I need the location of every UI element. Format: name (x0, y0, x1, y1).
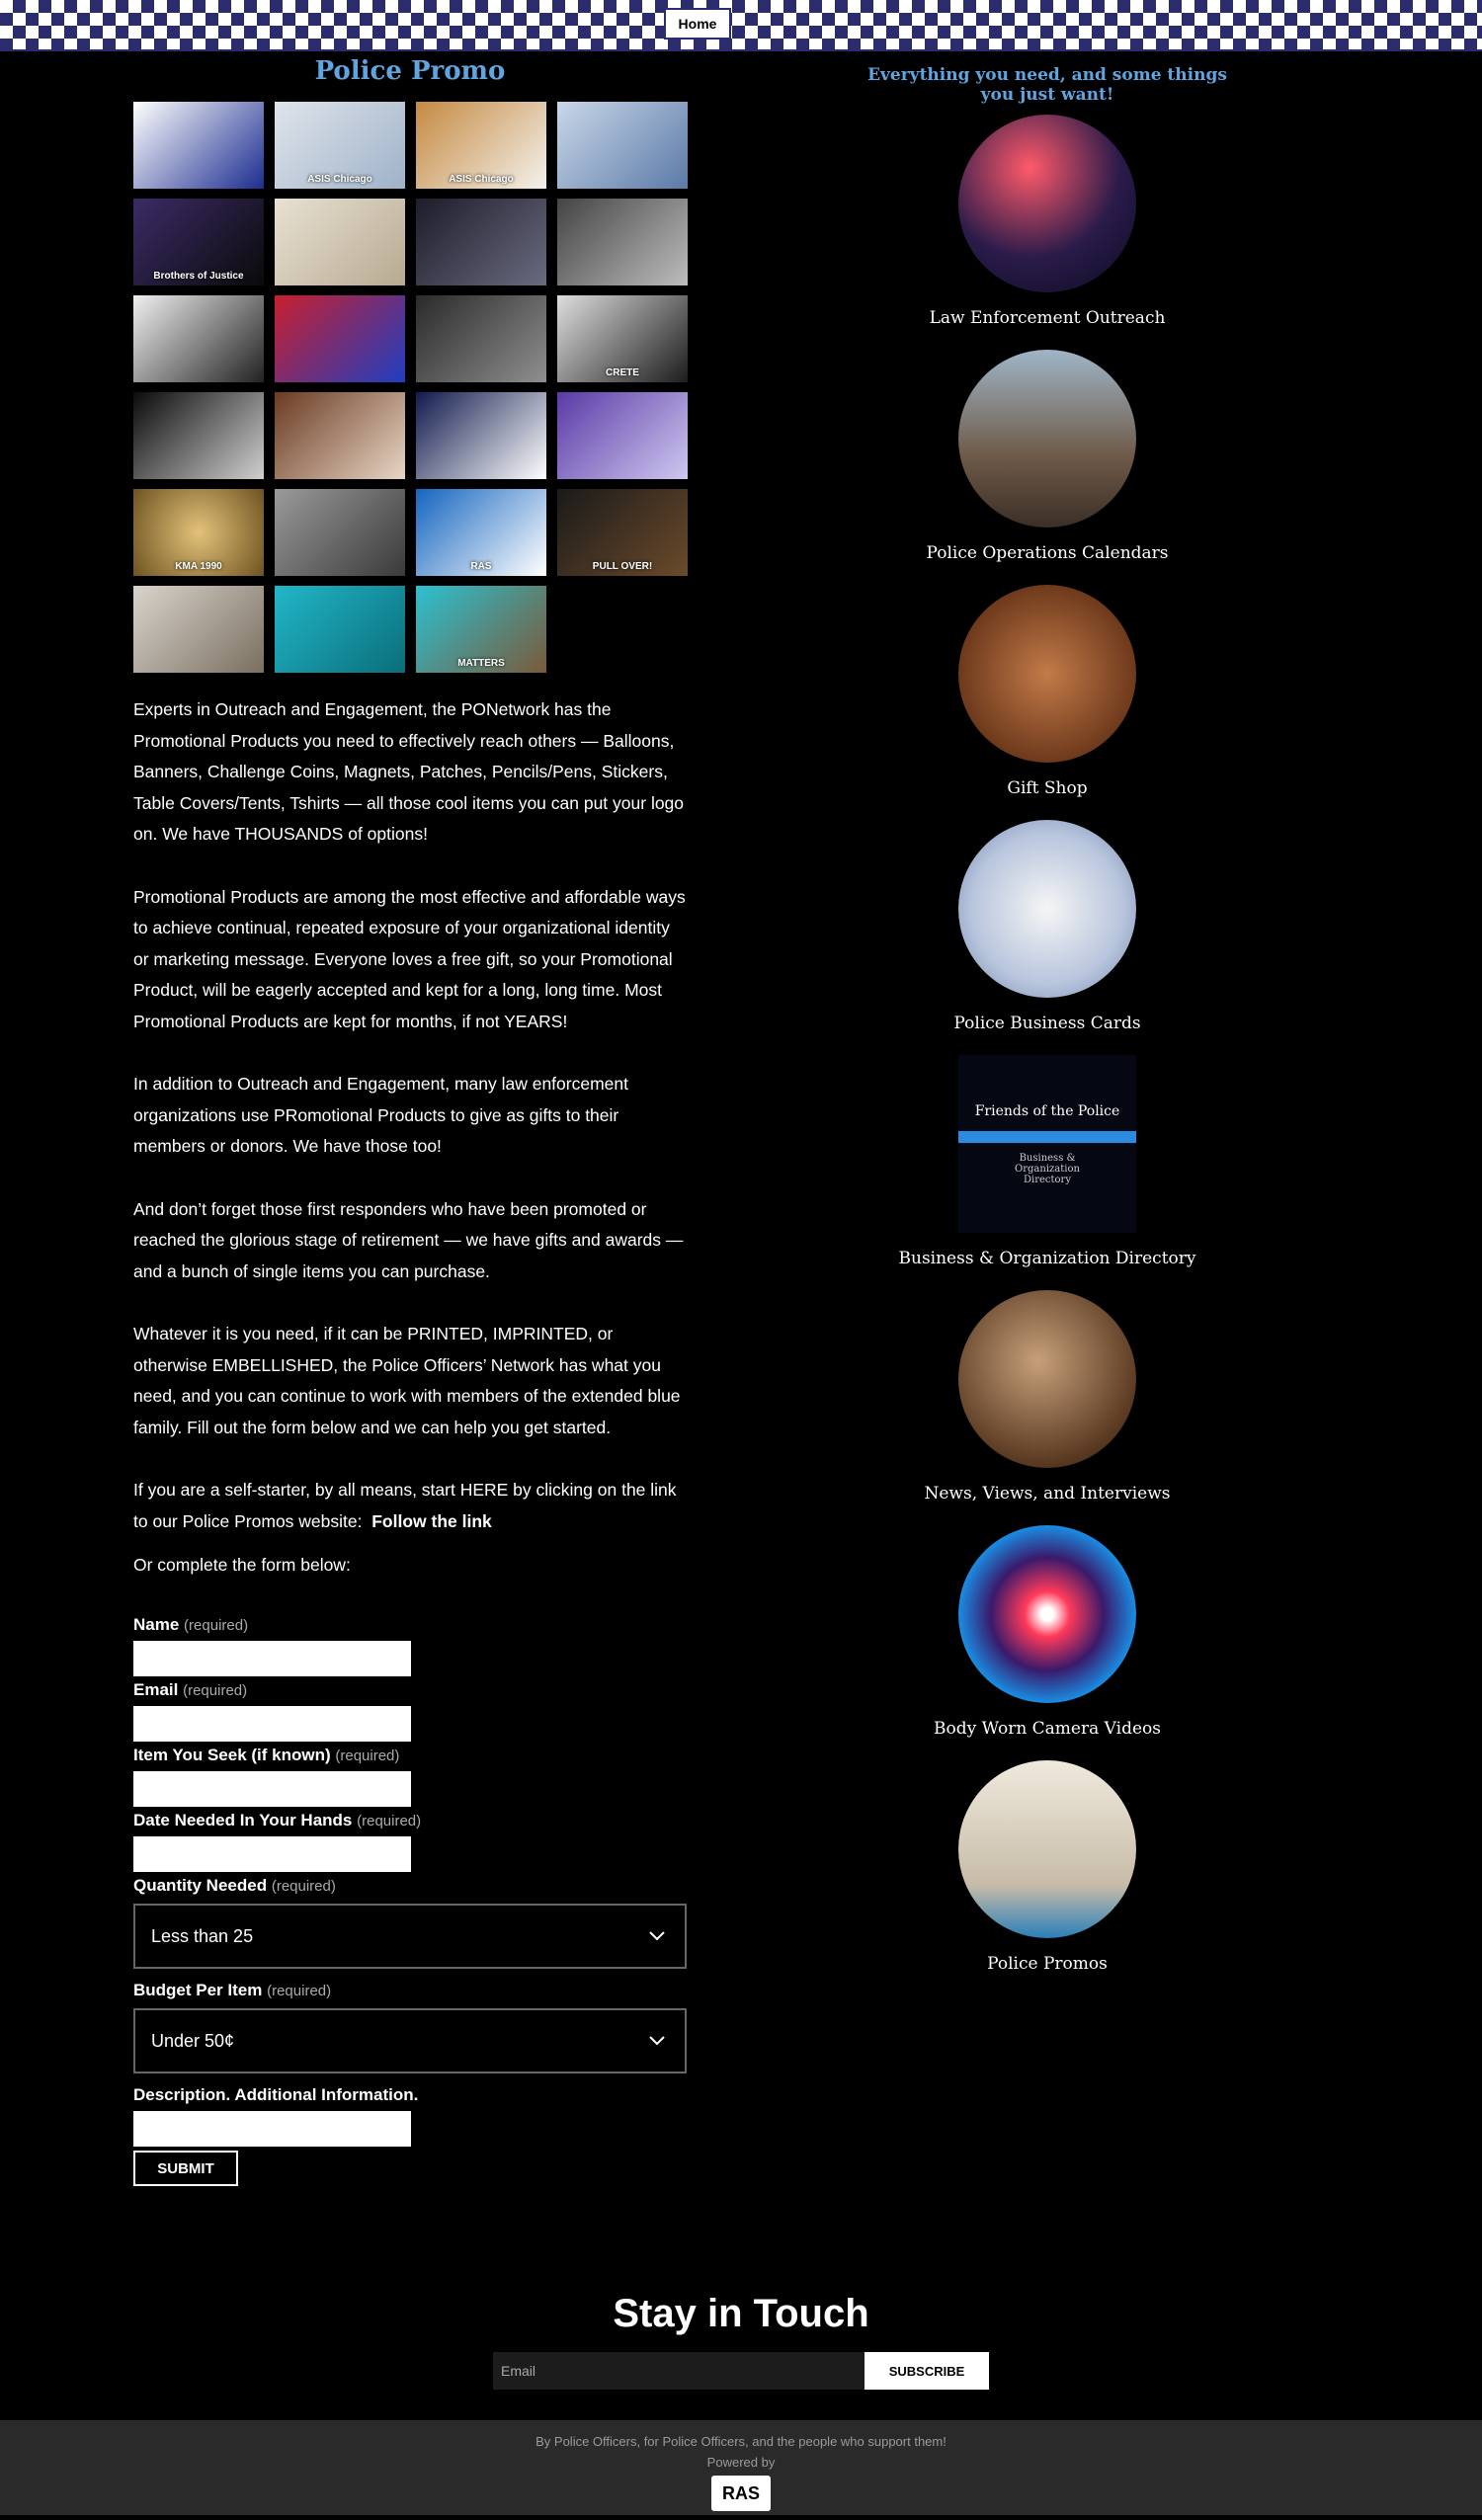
category-item[interactable] (850, 1525, 1245, 1760)
subscribe-row (0, 2352, 1482, 2390)
form-intro: Or complete the form below: (133, 1555, 351, 1575)
gallery-image[interactable] (416, 489, 546, 576)
stay-in-touch-section (0, 2292, 1482, 2390)
gallery-image[interactable] (557, 295, 688, 382)
checkered-header-bar (0, 0, 1482, 51)
category-image[interactable] (958, 1760, 1136, 1938)
product-gallery (133, 102, 687, 673)
gallery-image[interactable] (557, 199, 688, 285)
category-image[interactable] (958, 820, 1136, 998)
left-column (133, 54, 687, 2186)
budget-select[interactable] (133, 2008, 687, 2073)
gallery-caption: Brothers of Justice (153, 271, 244, 282)
gallery-image[interactable] (416, 295, 546, 382)
stay-title: Stay in Touch (613, 2292, 869, 2335)
gallery-caption: CRETE (606, 367, 639, 378)
gallery-image[interactable] (275, 199, 405, 285)
page-title: Police Promo (314, 56, 506, 86)
footer (0, 2420, 1482, 2515)
chevron-down-icon (649, 2036, 665, 2046)
gallery-caption: RAS (470, 561, 492, 572)
gallery-image[interactable] (275, 102, 405, 189)
category-label[interactable]: Body Worn Camera Videos (934, 1719, 1161, 1739)
category-label[interactable]: Police Operations Calendars (926, 543, 1169, 563)
self-starter-paragraph (133, 1475, 687, 1537)
category-image[interactable] (958, 350, 1136, 528)
gallery-image[interactable] (416, 102, 546, 189)
follow-link[interactable]: Follow the link (371, 1510, 492, 1531)
promo-request-form (133, 1615, 687, 2186)
budget-value: Under 50¢ (151, 2030, 235, 2051)
description-input[interactable] (133, 2111, 411, 2147)
gallery-image[interactable] (133, 586, 264, 673)
name-label: Name (required) (133, 1615, 249, 1634)
chevron-down-icon (649, 1931, 665, 1941)
home-button[interactable]: Home (664, 8, 731, 40)
category-item[interactable] (850, 1055, 1245, 1290)
date-input[interactable] (133, 1836, 411, 1872)
category-label[interactable]: Business & Organization Directory (898, 1249, 1196, 1268)
ras-logo[interactable]: RAS (711, 2476, 771, 2511)
directory-title: Friends of the Police (974, 1102, 1120, 1119)
powered-by: Powered by (706, 2455, 776, 2470)
gallery-image[interactable] (133, 392, 264, 479)
body-paragraph: Whatever it is you need, if it can be PRINTED, IMPRINTED, or otherwise EMBELLISHED, the Police Officers’ Network has what you need, and you can continue to work with members of the extended blue family. Fill out the form below and we can help you get started. (133, 1324, 681, 1437)
gallery-caption: MATTERS (457, 658, 505, 669)
quantity-value: Less than 25 (151, 1925, 254, 1946)
gallery-image[interactable] (416, 199, 546, 285)
category-image[interactable] (958, 1055, 1136, 1233)
category-list (850, 115, 1245, 1995)
footer-tagline: By Police Officers, for Police Officers, and the people who support them! (535, 2434, 947, 2449)
gallery-image[interactable] (275, 586, 405, 673)
category-image[interactable] (958, 1290, 1136, 1468)
gallery-caption: ASIS Chicago (307, 174, 372, 185)
category-item[interactable] (850, 820, 1245, 1055)
gallery-image[interactable] (133, 102, 264, 189)
category-image[interactable] (958, 585, 1136, 763)
quantity-select[interactable] (133, 1904, 687, 1969)
item-label: Item You Seek (if known) (required) (133, 1746, 400, 1764)
category-label[interactable]: Police Business Cards (953, 1014, 1141, 1033)
gallery-caption: KMA 1990 (175, 561, 222, 572)
description-label: Description. Additional Information. (133, 2085, 419, 2104)
gallery-image[interactable] (416, 586, 546, 673)
directory-subtitle: Business & Organization Directory (1015, 1152, 1080, 1185)
subscribe-email-input[interactable]: Email (493, 2352, 864, 2390)
tagline: Everything you need, and some things you just want! (867, 65, 1227, 105)
gallery-image[interactable] (275, 295, 405, 382)
gallery-caption: ASIS Chicago (449, 174, 514, 185)
gallery-image[interactable] (133, 489, 264, 576)
gallery-image[interactable] (416, 392, 546, 479)
category-item[interactable] (850, 115, 1245, 350)
description-paragraphs (133, 694, 687, 1443)
right-column (850, 59, 1245, 1995)
email-label: Email (required) (133, 1680, 248, 1699)
body-paragraph: And don’t forget those first responders who have been promoted or reached the glorious stage of retirement — we have gifts and awards — and a bunch of single items you can purchase. (133, 1198, 684, 1281)
category-image[interactable] (958, 1525, 1136, 1703)
category-label[interactable]: News, Views, and Interviews (924, 1484, 1171, 1504)
category-image[interactable] (958, 115, 1136, 292)
item-input[interactable] (133, 1771, 411, 1807)
directory-bar (958, 1131, 1136, 1143)
email-input[interactable] (133, 1706, 411, 1742)
date-label: Date Needed In Your Hands (required) (133, 1811, 422, 1829)
category-item[interactable] (850, 1290, 1245, 1525)
body-paragraph: Experts in Outreach and Engagement, the PONetwork has the Promotional Products you need to effectively reach others — Balloons, Banners, Challenge Coins, Magnets, Patches, Pencils/Pens, Stickers, Table Covers/Tents, Tshirts — all those cool items you can put your logo on. We have THOUSANDS of options! (133, 699, 685, 844)
category-label[interactable]: Gift Shop (1007, 778, 1088, 798)
category-label[interactable]: Police Promos (987, 1954, 1108, 1974)
budget-label: Budget Per Item (required) (133, 1981, 332, 1999)
submit-button[interactable]: SUBMIT (133, 2151, 238, 2186)
body-paragraph: In addition to Outreach and Engagement, many law enforcement organizations use PRomotional Products to give as gifts to their members or donors. We have those too! (133, 1074, 628, 1156)
subscribe-button[interactable]: SUBSCRIBE (864, 2352, 989, 2390)
gallery-image[interactable] (275, 392, 405, 479)
name-input[interactable] (133, 1641, 411, 1676)
gallery-image[interactable] (557, 489, 688, 576)
gallery-image[interactable] (557, 102, 688, 189)
gallery-image[interactable] (133, 295, 264, 382)
gallery-image[interactable] (275, 489, 405, 576)
category-item[interactable] (850, 350, 1245, 585)
gallery-caption: PULL OVER! (592, 561, 653, 572)
quantity-label: Quantity Needed (required) (133, 1876, 336, 1895)
self-starter-text: If you are a self-starter, by all means, start HERE by clicking on the link to our Police Promos website: (133, 1480, 677, 1531)
category-label[interactable]: Law Enforcement Outreach (929, 308, 1166, 328)
body-paragraph: Promotional Products are among the most effective and affordable ways to achieve continual, repeated exposure of your organizational identity or marketing message. Everyone loves a free gift, so your Promotional Product, will be eagerly accepted and kept for a long, long time. Most Promotional Products are kept for months, if not YEARS! (133, 886, 686, 1031)
gallery-image[interactable] (133, 199, 264, 285)
category-item[interactable] (850, 585, 1245, 820)
gallery-image[interactable] (557, 392, 688, 479)
category-item[interactable] (850, 1760, 1245, 1995)
